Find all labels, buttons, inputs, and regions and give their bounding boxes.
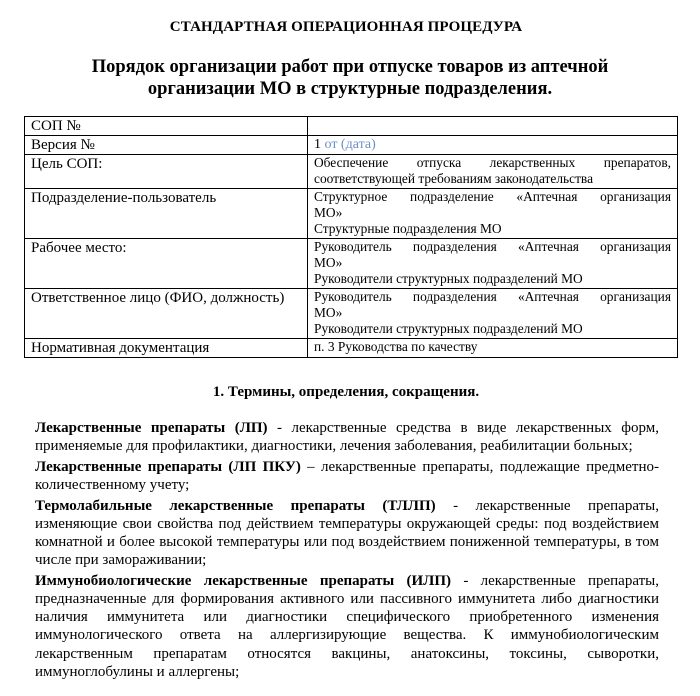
table-cell-label: Версия №: [25, 136, 308, 155]
table-row: [25, 289, 678, 339]
value-line: Руководители структурных подразделений МО: [314, 321, 583, 336]
table-row: [25, 117, 678, 136]
definition-term: Иммунобиологические лекарственные препараты (ИЛП): [35, 572, 451, 589]
table-row: [25, 136, 678, 155]
table-row: [25, 155, 678, 189]
page-title: СТАНДАРТНАЯ ОПЕРАЦИОННАЯ ПРОЦЕДУРА: [169, 19, 523, 35]
value-line: Руководители структурных подразделений МО: [314, 271, 583, 286]
value-line: п. 3 Руководства по качеству: [314, 339, 478, 354]
value-line: Обеспечение отпуска лекарственных препаратов,: [314, 155, 671, 170]
definition-item: [35, 458, 659, 494]
table-row: [25, 189, 678, 239]
definition-term: Лекарственные препараты (ЛП ПКУ): [35, 458, 301, 475]
value-line: МО»: [314, 305, 343, 320]
table-cell-label: СОП №: [25, 117, 308, 136]
table-cell-value: [308, 189, 678, 239]
table-cell-value: [308, 136, 678, 155]
version-date-link[interactable]: от (дата): [324, 137, 376, 152]
definition-item: [35, 497, 659, 570]
definition-item: [35, 572, 659, 681]
section-heading: 1. Термины, определения, сокращения.: [212, 384, 480, 400]
table-cell-value: [308, 339, 678, 358]
definition-term: Лекарственные препараты (ЛП): [35, 420, 268, 436]
definition-text: – лекарственные препараты, подлежащие предметно-количественному учету;: [35, 458, 659, 493]
definitions-list: [35, 419, 659, 683]
table-cell-label: Цель СОП:: [25, 155, 308, 189]
definition-text: - лекарственные препараты, изменяющие свои свойства под действием температуры окружающей среды: под воздействием комнатной и более высокой температуры или под воздействием пониженной температуры, в том числе при замораживании;: [35, 497, 659, 569]
table-cell-value: [308, 117, 678, 136]
value-line: Руководитель подразделения «Аптечная организация: [314, 289, 671, 304]
definition-text: - лекарственные препараты, предназначенные для формирования активного или пассивного иммунитета либо диагностики наличия иммунитета или диагностики специфического приобретенного изменения иммунологического ответа на аллергизирующие вещества. К иммунобиологическим лекарственным препаратам относятся вакцины, анатоксины, токсины, сыворотки, иммуноглобулины и аллергены;: [35, 572, 659, 680]
value-line: соответствующей требованиям законодательства: [314, 171, 594, 186]
table-cell-value: [308, 289, 678, 339]
sop-info-table: [24, 116, 678, 358]
definition-item: [35, 419, 659, 455]
table-cell-label: Ответственное лицо (ФИО, должность): [25, 289, 308, 339]
definition-text: - лекарственные средства в виде лекарственных форм, применяемые для профилактики, диагностики, лечения заболевания, реабилитации больных;: [35, 420, 659, 455]
table-cell-label: Рабочее место:: [25, 239, 308, 289]
table-cell-label: Нормативная документация: [25, 339, 308, 358]
table-cell-value: [308, 155, 678, 189]
value-line: Структурное подразделение «Аптечная организация: [314, 189, 671, 204]
table-cell-value: [308, 239, 678, 289]
value-line: МО»: [314, 205, 343, 220]
table-cell-label: Подразделение-пользователь: [25, 189, 308, 239]
version-number: 1: [314, 137, 321, 152]
table-row: [25, 239, 678, 289]
document-subtitle: Порядок организации работ при отпуске товаров из аптечной организации МО в структурные подразделения.: [91, 57, 609, 99]
value-line: МО»: [314, 255, 343, 270]
table-row: [25, 339, 678, 358]
value-line: Структурные подразделения МО: [314, 221, 502, 236]
definition-term: Термолабильные лекарственные препараты (ТЛЛП): [35, 497, 436, 514]
value-line: Руководитель подразделения «Аптечная организация: [314, 239, 671, 254]
